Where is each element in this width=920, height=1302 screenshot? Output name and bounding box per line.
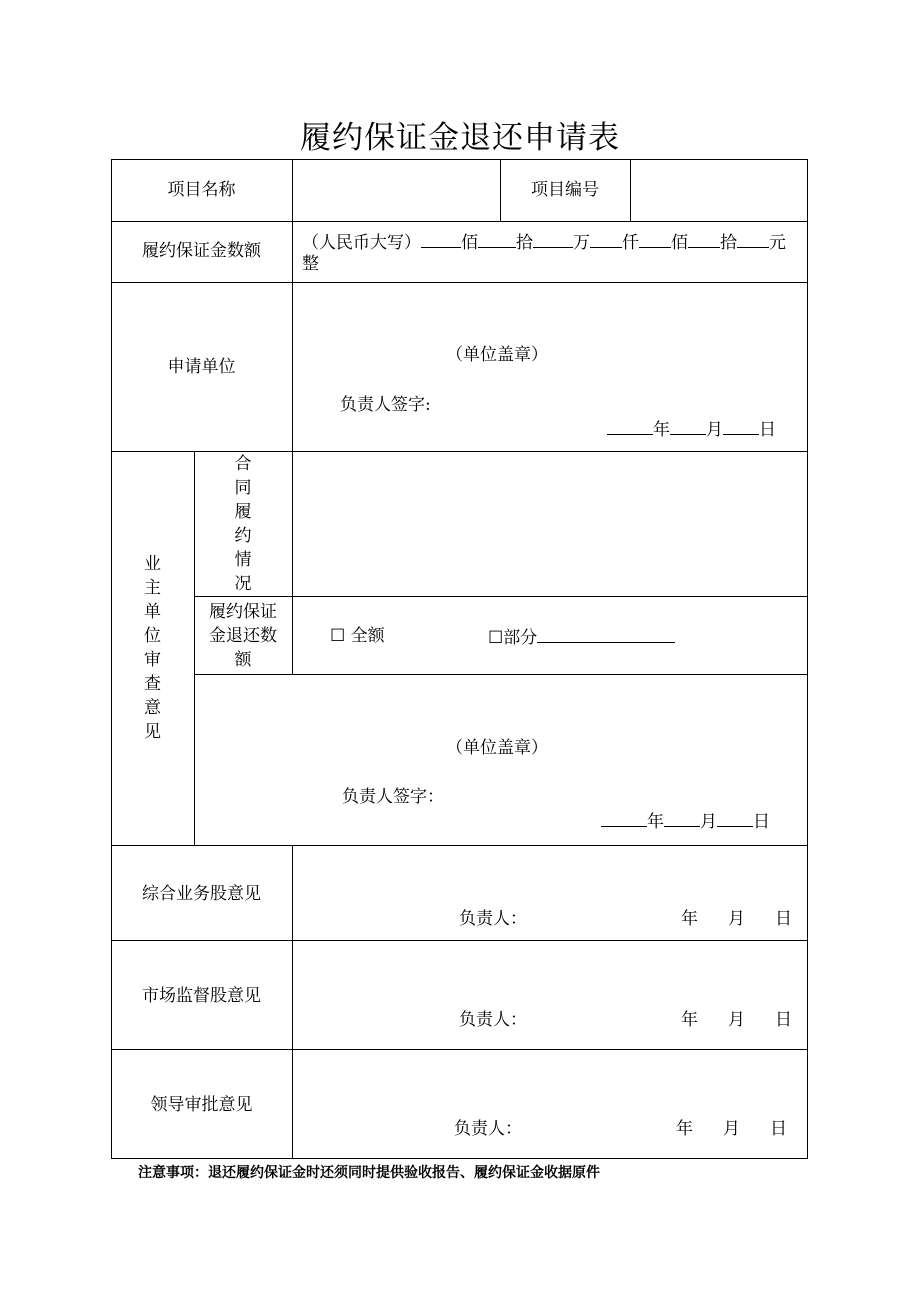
unit-bai-2: 佰 xyxy=(671,233,688,253)
col-divider-project-2 xyxy=(630,159,631,221)
amount-suffix: 整 xyxy=(302,254,319,274)
business-day: 日 xyxy=(775,909,792,929)
amount-line xyxy=(302,231,786,253)
row-divider-5 xyxy=(194,674,808,675)
owner-opinion-label: 业 主 单 位 审 查 意 见 xyxy=(144,554,161,742)
day: 日 xyxy=(759,420,776,440)
unit-qian: 仟 xyxy=(622,233,639,253)
blank[interactable] xyxy=(688,231,720,248)
row-divider-6 xyxy=(111,845,808,846)
day: 日 xyxy=(753,812,770,832)
owner-seal: （单位盖章） xyxy=(446,738,548,758)
leader-year: 年 xyxy=(676,1119,693,1139)
blank[interactable] xyxy=(533,231,573,248)
blank[interactable] xyxy=(478,231,516,248)
applicant-date xyxy=(607,418,776,440)
row-divider-8 xyxy=(111,1049,808,1050)
project-number-label: 项目编号 xyxy=(531,180,599,200)
partial-checkbox-line xyxy=(488,626,675,648)
deposit-amount-label: 履约保证金数额 xyxy=(142,241,261,261)
amount-prefix: （人民币大写） xyxy=(302,233,421,253)
business-responsible: 负责人： xyxy=(459,909,527,929)
refund-amount-label: 履约保证 金退还数 额 xyxy=(209,602,277,670)
unit-yuan: 元 xyxy=(769,233,786,253)
unit-wan: 万 xyxy=(573,233,590,253)
market-opinion-label: 市场监督股意见 xyxy=(142,986,261,1006)
blank[interactable] xyxy=(670,418,706,435)
partial-checkbox[interactable]: ☐部分 xyxy=(488,628,538,648)
business-opinion-label: 综合业务股意见 xyxy=(142,884,261,904)
market-day: 日 xyxy=(775,1010,792,1030)
footnote: 注意事项：退还履约保证金时还须同时提供验收报告、履约保证金收据原件 xyxy=(138,1165,600,1181)
unit-shi: 拾 xyxy=(516,233,533,253)
month: 月 xyxy=(706,420,723,440)
business-year: 年 xyxy=(681,909,698,929)
owner-date xyxy=(601,810,770,832)
page-title: 履约保证金退还申请表 xyxy=(300,120,620,156)
leader-month: 月 xyxy=(723,1119,740,1139)
year: 年 xyxy=(653,420,670,440)
contract-performance-label: 合 同 履 约 情 况 xyxy=(234,454,252,594)
blank[interactable] xyxy=(607,418,653,435)
blank[interactable] xyxy=(717,810,753,827)
row-divider-1 xyxy=(111,221,808,222)
blank[interactable] xyxy=(421,231,461,248)
applicant-signer: 负责人签字: xyxy=(340,395,431,415)
leader-day: 日 xyxy=(770,1119,787,1139)
blank[interactable] xyxy=(737,231,769,248)
leader-opinion-label: 领导审批意见 xyxy=(150,1095,253,1115)
col-divider-label-top xyxy=(292,159,293,452)
blank[interactable] xyxy=(723,418,759,435)
applicant-seal: （单位盖章） xyxy=(446,345,548,365)
full-checkbox[interactable]: ☐ 全额 xyxy=(330,626,385,646)
table-border-bottom xyxy=(111,1158,808,1159)
unit-bai: 佰 xyxy=(461,233,478,253)
partial-amount-blank[interactable] xyxy=(537,626,675,643)
row-divider-7 xyxy=(111,940,808,941)
row-divider-4 xyxy=(194,596,808,597)
year: 年 xyxy=(647,812,664,832)
leader-responsible: 负责人： xyxy=(454,1119,522,1139)
blank[interactable] xyxy=(639,231,671,248)
col-divider-label-bottom xyxy=(292,845,293,1159)
project-name-label: 项目名称 xyxy=(167,180,236,200)
month: 月 xyxy=(700,812,717,832)
market-responsible: 负责人： xyxy=(459,1010,527,1030)
table-border-right xyxy=(807,159,808,1159)
blank[interactable] xyxy=(664,810,700,827)
row-divider-2 xyxy=(111,282,808,283)
market-year: 年 xyxy=(681,1010,698,1030)
applicant-label: 申请单位 xyxy=(167,357,236,377)
owner-signer: 负责人签字： xyxy=(342,787,444,807)
business-month: 月 xyxy=(728,909,745,929)
blank[interactable] xyxy=(590,231,622,248)
blank[interactable] xyxy=(601,810,647,827)
col-divider-owner-sub xyxy=(292,451,293,675)
market-month: 月 xyxy=(728,1010,745,1030)
table-border-top xyxy=(111,159,808,160)
unit-shi-2: 拾 xyxy=(720,233,737,253)
